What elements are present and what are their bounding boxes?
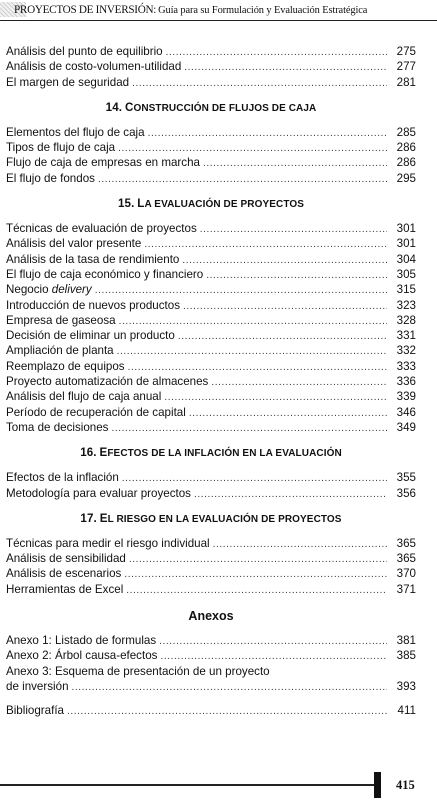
leader-dots — [178, 329, 387, 344]
leader-dots — [128, 360, 387, 375]
entry-page: 286 — [396, 141, 416, 155]
entry-page: 349 — [396, 420, 416, 434]
toc-entry[interactable] — [6, 536, 416, 551]
entry-page: 331 — [396, 329, 416, 343]
entry-title: de inversión — [6, 679, 69, 693]
entry-title: Elementos del flujo de caja — [6, 125, 145, 139]
book-title: PROYECTOS DE INVERSIÓN: — [14, 4, 157, 16]
toc-entry[interactable] — [6, 374, 416, 389]
entry-title: Técnicas para medir el riesgo individual — [6, 536, 210, 550]
entry-title: Efectos de la inflación — [6, 471, 119, 485]
toc-entry[interactable] — [6, 551, 416, 566]
entry-title: Flujo de caja de empresas en marcha — [6, 156, 200, 170]
toc-entry[interactable] — [6, 648, 416, 663]
entry-title: Análisis de costo-volumen-utilidad — [6, 60, 182, 74]
header-text — [14, 0, 367, 21]
toc-entry[interactable] — [6, 703, 416, 718]
entry-page: 356 — [396, 486, 416, 500]
toc-entry[interactable] — [6, 313, 416, 328]
entry-page: 286 — [396, 156, 416, 170]
entry-page: 385 — [396, 649, 416, 663]
chapter-heading: 14. CONSTRUCCIÓN DE FLUJOS DE CAJA — [105, 100, 317, 114]
leader-dots — [211, 375, 387, 390]
leader-dots — [184, 60, 387, 75]
leader-dots — [160, 649, 387, 664]
entry-title: Técnicas de evaluación de proyectos — [6, 222, 197, 236]
entry-title: Empresa de gaseosa — [6, 313, 116, 327]
entry-title: Análisis de sensibilidad — [6, 552, 126, 566]
entry-page: 277 — [396, 60, 416, 74]
entry-page: 355 — [396, 471, 416, 485]
toc-entry[interactable] — [6, 125, 416, 140]
leader-dots — [189, 406, 387, 421]
entry-page: 411 — [397, 704, 416, 718]
entry-title: Anexo 2: Árbol causa-efectos — [6, 649, 158, 663]
toc-entry[interactable] — [6, 59, 416, 74]
entry-title: El flujo de fondos — [6, 171, 95, 185]
leader-dots — [213, 537, 387, 552]
toc-entry[interactable] — [6, 75, 416, 90]
leader-dots — [132, 76, 387, 91]
leader-dots — [159, 634, 387, 649]
entry-page: 333 — [396, 359, 416, 373]
toc-entry[interactable] — [6, 566, 416, 581]
entry-page: 365 — [396, 536, 416, 550]
entry-page: 365 — [396, 552, 416, 566]
toc-entry[interactable] — [6, 420, 416, 435]
entry-title: Bibliografía — [6, 704, 65, 718]
toc-entry-continuation[interactable] — [6, 679, 416, 694]
leader-dots — [98, 172, 387, 187]
entry-page: 328 — [396, 313, 416, 327]
entry-title: Anexo 3: Esquema de presentación de un proyecto — [6, 664, 270, 678]
entry-page: 285 — [396, 125, 416, 139]
page-number: 415 — [396, 778, 415, 792]
toc-entry[interactable] — [6, 221, 416, 236]
toc-entry[interactable] — [6, 171, 416, 186]
footer-marker — [374, 772, 381, 798]
leader-dots — [203, 156, 387, 171]
entry-page: 393 — [396, 679, 416, 693]
entry-page: 381 — [396, 634, 416, 648]
entry-page: 339 — [396, 390, 416, 404]
leader-dots — [166, 45, 387, 60]
leader-dots — [200, 222, 387, 237]
leader-dots — [122, 471, 387, 486]
entry-title: Decisión de eliminar un producto — [6, 329, 175, 343]
entry-title: Proyecto automatización de almacenes — [6, 375, 209, 389]
footer-rule — [0, 784, 374, 786]
entry-page: 275 — [396, 45, 416, 58]
toc-entry[interactable] — [6, 140, 416, 155]
book-subtitle: Guía para su Formulación y Evaluación Estratégica — [158, 5, 368, 16]
entry-title: Toma de decisiones — [6, 420, 109, 434]
leader-dots — [148, 126, 387, 141]
entry-page: 301 — [396, 222, 416, 236]
entry-page: 332 — [396, 344, 416, 358]
leader-dots — [117, 344, 387, 359]
leader-dots — [194, 487, 387, 502]
running-header — [0, 0, 437, 21]
leader-dots — [206, 268, 387, 283]
entry-title: Ampliación de planta — [6, 344, 114, 358]
toc-entry[interactable] — [6, 267, 416, 282]
annexes-heading: Anexos — [188, 609, 234, 624]
toc-entry[interactable] — [6, 343, 416, 358]
entry-title: Análisis del valor presente — [6, 237, 142, 251]
entry-title: Análisis del punto de equilibrio — [6, 45, 163, 58]
entry-page: 304 — [396, 252, 416, 266]
toc-entry[interactable] — [6, 298, 416, 313]
leader-dots — [124, 567, 387, 582]
chapter-heading: 16. EFECTOS DE LA INFLACIÓN EN LA EVALUACIÓN — [80, 446, 342, 460]
entry-title: Introducción de nuevos productos — [6, 298, 181, 312]
entry-page: 370 — [396, 567, 416, 581]
leader-dots — [164, 390, 387, 405]
entry-page: 323 — [396, 298, 416, 312]
toc-entry[interactable] — [6, 155, 416, 170]
entry-page: 281 — [396, 75, 416, 89]
leader-dots — [72, 680, 387, 695]
toc-entry[interactable] — [6, 486, 416, 501]
toc-entry[interactable] — [6, 236, 416, 251]
entry-page: 315 — [396, 283, 416, 297]
toc-entry[interactable] — [6, 405, 416, 420]
entry-title: Herramientas de Excel — [6, 582, 124, 596]
toc-entry[interactable] — [6, 582, 416, 597]
entry-title: Análisis de la tasa de rendimiento — [6, 252, 180, 266]
toc-entry[interactable] — [6, 328, 416, 343]
entry-page: 301 — [396, 237, 416, 251]
toc-entry[interactable] — [6, 633, 416, 648]
entry-page: 295 — [396, 171, 416, 185]
chapter-heading: 15. LA EVALUACIÓN DE PROYECTOS — [117, 197, 305, 211]
entry-page: 336 — [396, 375, 416, 389]
leader-dots — [126, 583, 387, 598]
toc-entry[interactable] — [6, 252, 416, 267]
leader-dots — [119, 314, 387, 329]
chapter-heading: 17. EL RIESGO EN LA EVALUACIÓN DE PROYECTOS — [80, 511, 342, 525]
leader-dots — [183, 299, 387, 314]
entry-title: Negocio delivery — [6, 283, 92, 297]
entry-page: 305 — [396, 267, 416, 281]
leader-dots — [118, 141, 387, 156]
leader-dots — [95, 283, 387, 298]
entry-title: Anexo 1: Listado de formulas — [6, 634, 157, 648]
entry-title: El flujo de caja económico y financiero — [6, 267, 204, 281]
entry-title: Análisis de escenarios — [6, 567, 122, 581]
toc-entry[interactable] — [6, 664, 416, 679]
leader-dots — [67, 704, 387, 719]
leader-dots — [129, 552, 387, 567]
entry-title: Período de recuperación de capital — [6, 405, 186, 419]
entry-title: Análisis del flujo de caja anual — [6, 390, 162, 404]
toc-entry[interactable] — [6, 389, 416, 404]
entry-title: El margen de seguridad — [6, 75, 130, 89]
leader-dots — [144, 237, 387, 252]
toc-entry[interactable] — [6, 44, 416, 59]
entry-title: Reemplazo de equipos — [6, 359, 125, 373]
entry-title: Metodología para evaluar proyectos — [6, 486, 191, 500]
toc-entry[interactable] — [6, 470, 416, 485]
entry-title: Tipos de flujo de caja — [6, 141, 116, 155]
toc-entry[interactable] — [6, 282, 416, 297]
entry-page: 371 — [396, 582, 416, 596]
italic-term: delivery — [51, 283, 92, 297]
table-of-contents — [6, 44, 416, 719]
leader-dots — [111, 421, 387, 436]
leader-dots — [182, 253, 387, 268]
entry-page: 346 — [396, 405, 416, 419]
toc-entry[interactable] — [6, 359, 416, 374]
